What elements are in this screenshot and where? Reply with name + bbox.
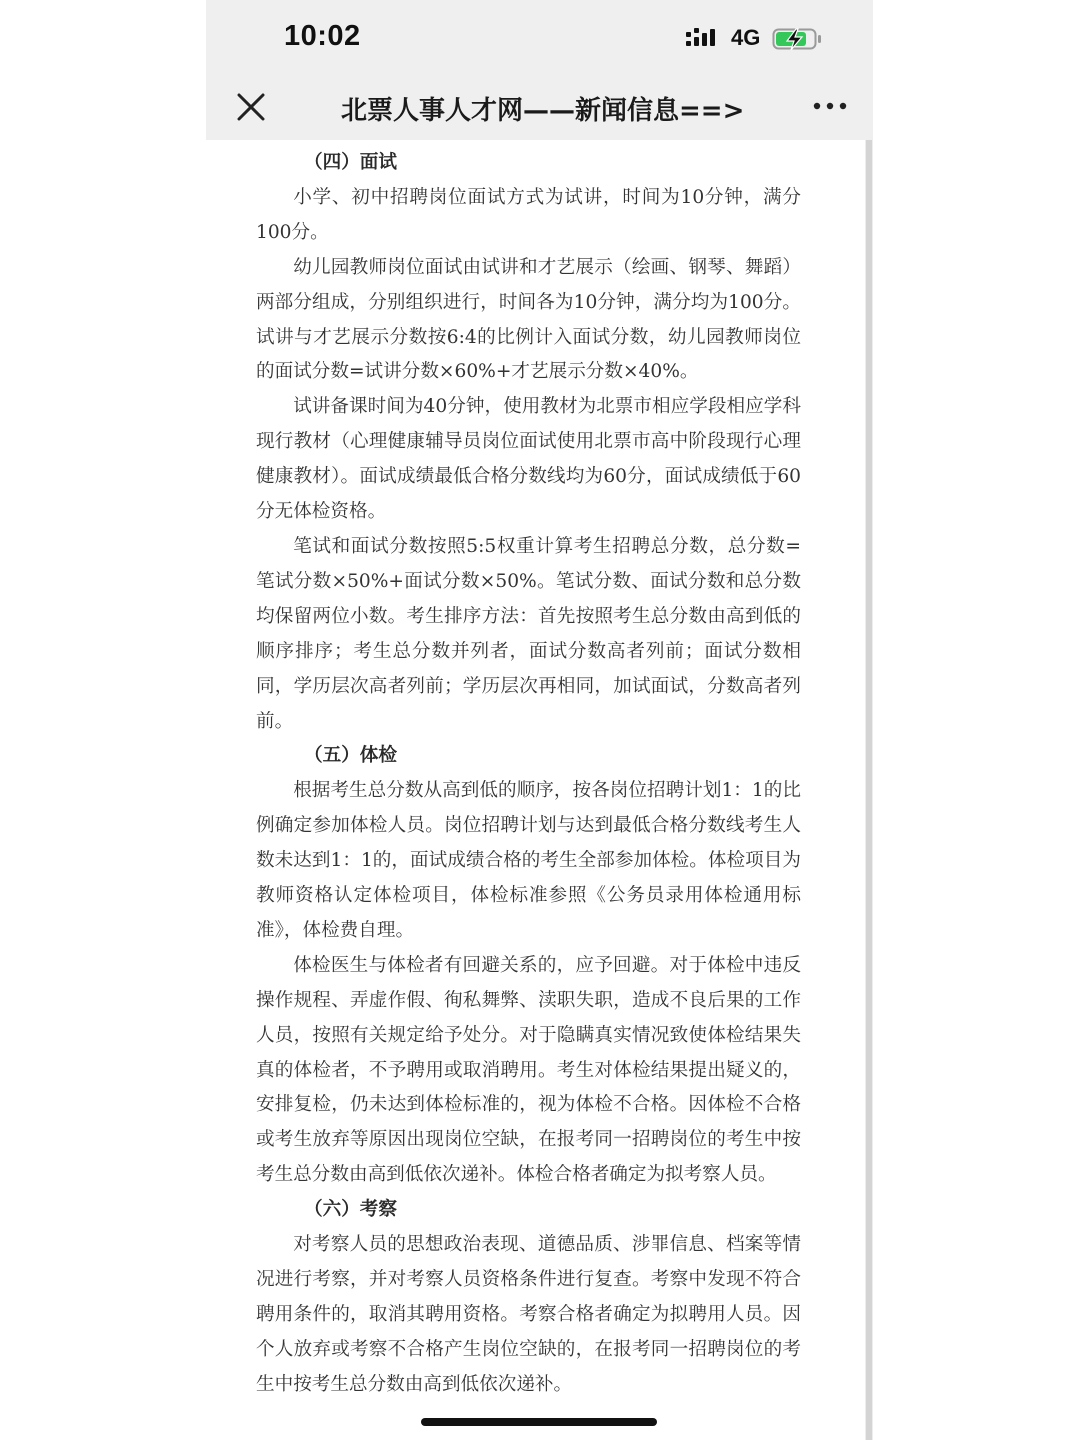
- scrollbar[interactable]: [865, 140, 873, 1440]
- paragraph: 笔试和面试分数按照5:5权重计算考生招聘总分数，总分数=笔试分数×50%+面试分数×50%。笔试分数、面试分数和总分数均保留两位小数。考生排序方法：首先按照考生总分数由高到低的顺序排序；考生总分数并列者，面试分数高者列前；面试分数相同，学历层次高者列前；学历层次再相同，加试面试，分数高者列前。: [256, 535, 801, 732]
- nav-bar: [206, 76, 873, 140]
- document-body: [256, 146, 801, 1403]
- paragraph: 根据考生总分数从高到低的顺序，按各岗位招聘计划1：1的比例确定参加体检人员。岗位招聘计划与达到最低合格分数线考生人数未达到1：1的，面试成绩合格的考生全部参加体检。体检项目为教师资格认定体检项目，体检标准参照《公务员录用体检通用标准》，体检费自理。: [256, 780, 801, 941]
- section-heading: （四）面试: [304, 152, 397, 173]
- page-title: 北票人事人才网——新闻信息==>: [341, 96, 745, 126]
- paragraph: 对考察人员的思想政治表现、道德品质、涉罪信息、档案等情况进行考察，并对考察人员资格条件进行复查。考察中发现不符合聘用条件的，取消其聘用资格。考察合格者确定为拟聘用人员。因个人放弃或考察不合格产生岗位空缺的，在报考同一招聘岗位的考生中按考生总分数由高到低依次递补。: [256, 1234, 801, 1395]
- scrollbar-thumb[interactable]: [866, 140, 872, 1440]
- status-time: 10:02: [284, 20, 361, 52]
- phone-screen: [206, 0, 873, 1440]
- paragraph: 幼儿园教师岗位面试由试讲和才艺展示（绘画、钢琴、舞蹈）两部分组成，分别组织进行，时间各为10分钟，满分均为100分。试讲与才艺展示分数按6:4的比例计入面试分数，幼儿园教师岗位的面试分数=试讲分数×60%+才艺展示分数×40%。: [256, 256, 801, 383]
- home-indicator[interactable]: [421, 1418, 657, 1426]
- close-icon[interactable]: [234, 90, 268, 124]
- section-heading: （五）体检: [304, 745, 397, 767]
- battery-charging-icon: [772, 26, 824, 52]
- paragraph: 试讲备课时间为40分钟，使用教材为北票市相应学段相应学科现行教材（心理健康辅导员岗位面试使用北票市高中阶段现行心理健康教材）。面试成绩最低合格分数线均为60分，面试成绩低于60分无体检资格。: [256, 396, 801, 523]
- paragraph: 小学、初中招聘岗位面试方式为试讲，时间为10分钟，满分100分。: [256, 186, 801, 243]
- section-heading: （六）考察: [304, 1199, 397, 1221]
- more-icon[interactable]: [812, 96, 848, 116]
- signal-icon: [686, 26, 722, 50]
- paragraph: 体检医生与体检者有回避关系的，应予回避。对于体检中违反操作规程、弄虚作假、徇私舞弊、渎职失职，造成不良后果的工作人员，按照有关规定给予处分。对于隐瞒真实情况致使体检结果失真的体检者，不予聘用或取消聘用。考生对体检结果提出疑义的，安排复检，仍未达到体检标准的，视为体检不合格。因体检不合格或考生放弃等原因出现岗位空缺，在报考同一招聘岗位的考生中按考生总分数由高到低依次递补。体检合格者确定为拟考察人员。: [256, 954, 801, 1186]
- status-bar: [206, 0, 873, 76]
- network-type: 4G: [731, 25, 761, 50]
- article-content[interactable]: [206, 140, 873, 1440]
